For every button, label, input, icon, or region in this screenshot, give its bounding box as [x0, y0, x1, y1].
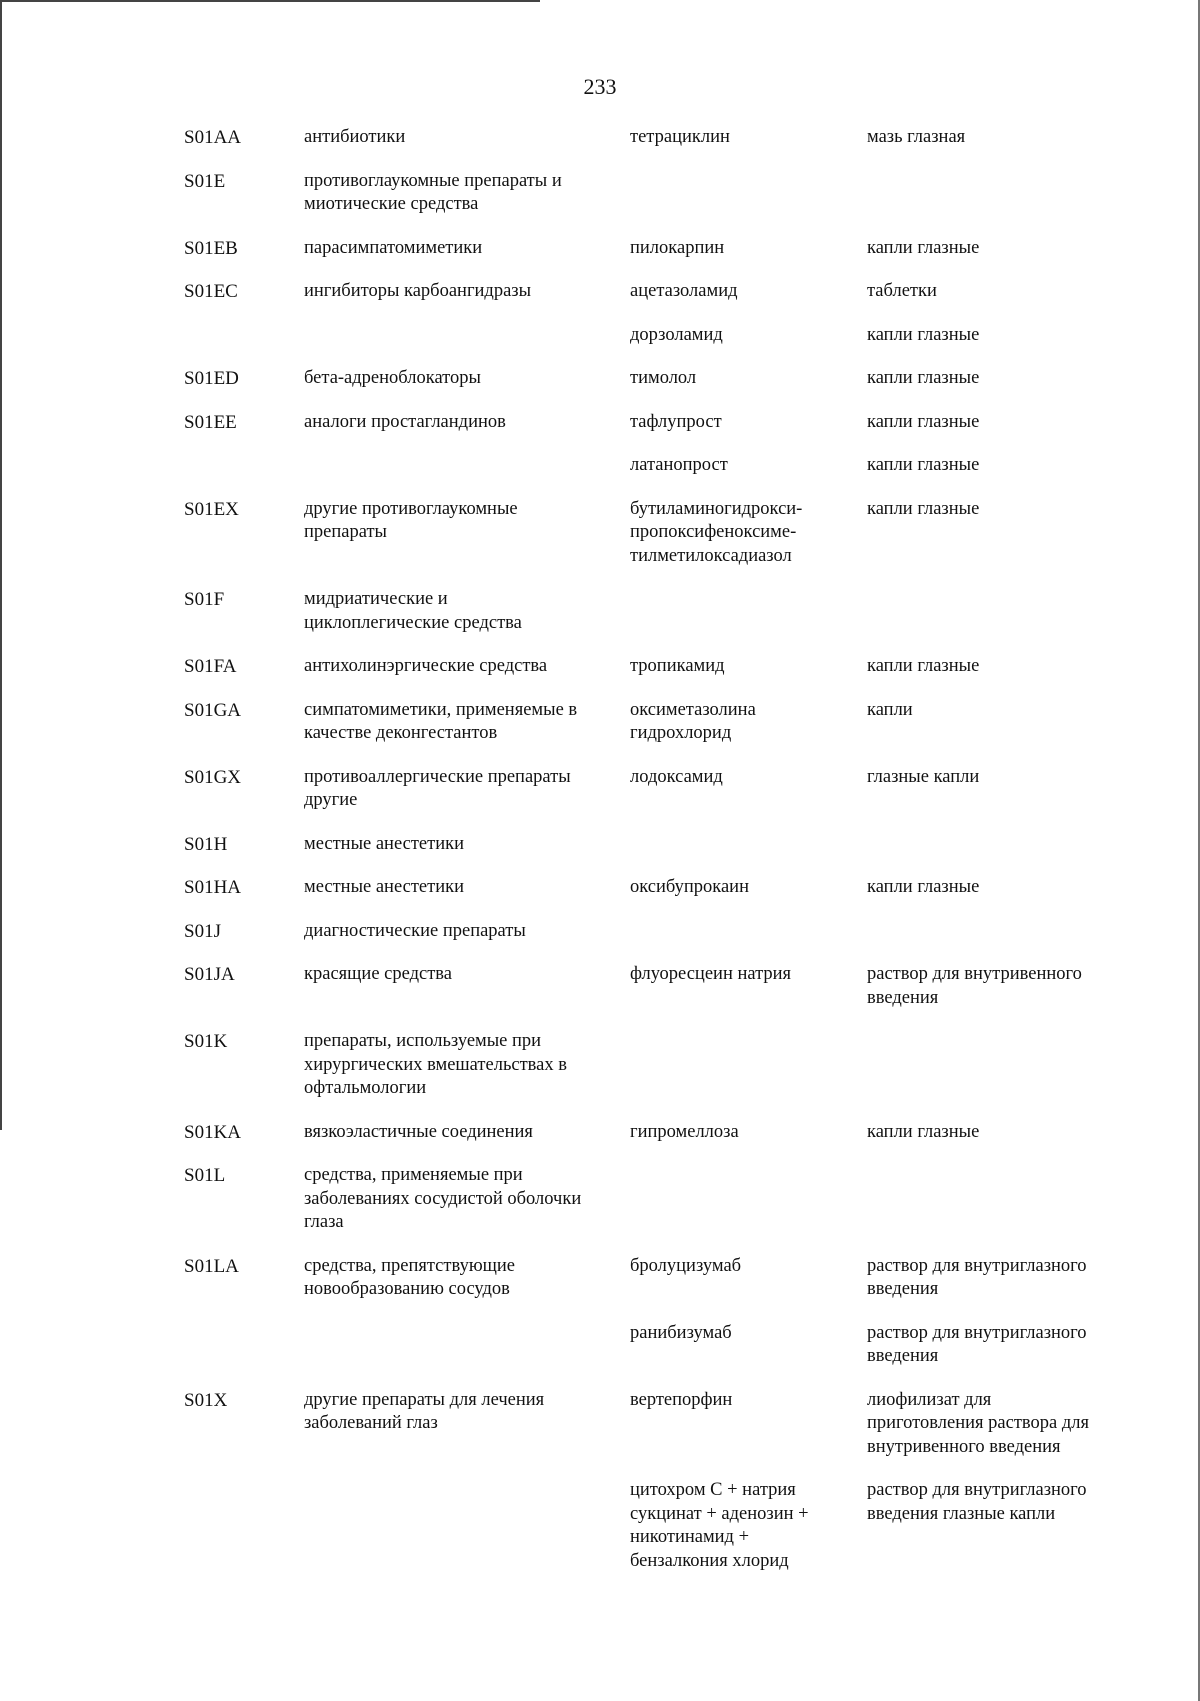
drug-name-line: гидрохлорид: [630, 723, 732, 743]
group-name-cell: [304, 876, 630, 900]
group-name-line: другие препараты для лечения: [304, 1389, 545, 1410]
atc-code-cell: S01L: [184, 1165, 226, 1186]
drug-name-cell: [630, 1389, 867, 1413]
group-name-line: противоглаукомные препараты и: [304, 170, 562, 191]
drug-name-cell: [630, 280, 867, 304]
group-name-cell: [304, 170, 630, 217]
atc-code-cell: S01H: [184, 833, 228, 855]
dosage-form-line: капли: [867, 699, 913, 720]
dosage-form-line: раствор для внутриглазного: [867, 1480, 1087, 1500]
group-name-line: заболеваниях сосудистой оболочки: [304, 1188, 582, 1209]
group-name-line: антибиотики: [304, 127, 406, 147]
dosage-form-line: глазные капли: [867, 766, 980, 787]
group-name-cell: [304, 963, 630, 987]
drug-name-line: тафлупрост: [630, 411, 722, 432]
atc-code-cell: S01FA: [184, 656, 237, 677]
dosage-form-line: таблетки: [867, 281, 937, 301]
dosage-form-line: приготовления раствора для: [867, 1413, 1089, 1433]
table-row: [184, 1322, 1124, 1389]
table-row: [184, 170, 1124, 237]
table-row: [184, 963, 1124, 1030]
group-name-line: миотические средства: [304, 194, 479, 214]
atc-code-cell: S01GA: [184, 699, 242, 721]
dosage-form-cell: [867, 498, 1124, 522]
atc-code-cell: S01EX: [184, 498, 239, 520]
dosage-form-cell: [867, 1322, 1124, 1369]
group-name-cell: [304, 766, 630, 813]
drug-name-line: тимолол: [630, 368, 697, 388]
group-name-line: противоаллергические препараты: [304, 766, 571, 787]
dosage-form-cell: [867, 1389, 1124, 1460]
table-row: [184, 1164, 1124, 1255]
drug-name-cell: [630, 1121, 867, 1145]
drug-name-line: тетрациклин: [630, 127, 730, 147]
group-name-cell: [304, 498, 630, 545]
group-name-line: вязкоэластичные соединения: [304, 1121, 533, 1142]
dosage-form-line: капли глазные: [867, 498, 980, 519]
atc-code-cell: S01JA: [184, 964, 235, 985]
dosage-form-line: раствор для внутриглазного: [867, 1322, 1087, 1343]
table-row: [184, 920, 1124, 964]
drug-name-line: бутиламиногидрокси-: [630, 498, 803, 519]
table-row: [184, 411, 1124, 455]
atc-code-cell: S01EE: [184, 411, 237, 433]
group-name-line: другие противоглаукомные: [304, 498, 518, 519]
table-row: [184, 280, 1124, 324]
drug-name-line: бензалкония хлорид: [630, 1550, 789, 1571]
group-name-cell: [304, 1121, 630, 1145]
page-number: 233: [583, 74, 617, 99]
drug-name-line: цитохром С + натрия: [630, 1480, 796, 1500]
dosage-form-line: капли глазные: [867, 877, 980, 897]
group-name-line: другие: [304, 790, 358, 810]
atc-code-cell: S01KA: [184, 1121, 242, 1143]
group-name-cell: [304, 699, 630, 746]
group-name-line: аналоги простагландинов: [304, 411, 506, 432]
dosage-form-line: раствор для внутриглазного: [867, 1255, 1087, 1276]
dosage-form-line: капли глазные: [867, 411, 980, 432]
drug-name-line: дорзоламид: [630, 324, 723, 345]
table-row: [184, 126, 1124, 170]
group-name-cell: [304, 920, 630, 944]
group-name-cell: [304, 1389, 630, 1436]
table-row: [184, 237, 1124, 281]
dosage-form-cell: [867, 367, 1124, 391]
group-name-cell: [304, 1164, 630, 1235]
dosage-form-cell: [867, 411, 1124, 435]
dosage-form-line: капли глазные: [867, 656, 980, 676]
atc-code-cell: S01ED: [184, 368, 239, 389]
dosage-form-cell: [867, 876, 1124, 900]
drug-name-line: лодоксамид: [630, 766, 723, 787]
dosage-form-cell: [867, 454, 1124, 478]
drug-name-line: оксиметазолина: [630, 699, 756, 720]
dosage-form-line: введения: [867, 987, 939, 1008]
drug-name-line: сукцинат + аденозин +: [630, 1503, 809, 1524]
drug-name-line: флуоресцеин натрия: [630, 964, 792, 984]
table-row: [184, 1255, 1124, 1322]
drug-name-cell: [630, 766, 867, 790]
group-name-line: мидриатические и: [304, 589, 448, 609]
group-name-cell: [304, 126, 630, 150]
dosage-form-cell: [867, 126, 1124, 150]
atc-code-cell: S01E: [184, 170, 226, 192]
atc-code-cell: S01GX: [184, 766, 242, 788]
atc-code-cell: S01AA: [184, 127, 242, 148]
drug-name-line: ранибизумаб: [630, 1322, 732, 1343]
group-name-line: препараты: [304, 522, 387, 542]
dosage-form-cell: [867, 1121, 1124, 1145]
table-row: [184, 498, 1124, 589]
drug-name-cell: [630, 655, 867, 679]
dosage-form-cell: [867, 324, 1124, 348]
atc-code-cell: S01F: [184, 589, 225, 610]
dosage-form-line: мазь глазная: [867, 127, 966, 147]
drug-name-cell: [630, 411, 867, 435]
group-name-cell: [304, 655, 630, 679]
atc-code-cell: S01K: [184, 1031, 228, 1052]
drug-name-cell: [630, 367, 867, 391]
scan-edge-left: [0, 0, 2, 1130]
drug-name-cell: [630, 324, 867, 348]
drug-name-line: пропоксифеноксиме-: [630, 522, 797, 542]
dosage-form-line: введения глазные капли: [867, 1503, 1056, 1524]
group-name-line: симпатомиметики, применяемые в: [304, 699, 578, 720]
dosage-form-line: лиофилизат для: [867, 1389, 992, 1410]
dosage-form-cell: [867, 699, 1124, 723]
dosage-form-cell: [867, 963, 1124, 1010]
group-name-cell: [304, 367, 630, 391]
group-name-line: бета-адреноблокаторы: [304, 368, 481, 388]
group-name-line: офтальмологии: [304, 1078, 427, 1098]
table-row: [184, 588, 1124, 655]
atc-code-cell: S01EC: [184, 281, 238, 302]
drug-table: [184, 126, 1124, 1593]
table-row: [184, 699, 1124, 766]
drug-name-cell: [630, 1255, 867, 1279]
dosage-form-line: внутривенного введения: [867, 1436, 1061, 1457]
drug-name-line: пилокарпин: [630, 237, 725, 258]
drug-name-cell: [630, 1479, 867, 1573]
table-row: [184, 454, 1124, 498]
group-name-line: средства, препятствующие: [304, 1255, 515, 1276]
table-row: [184, 1389, 1124, 1480]
group-name-line: качестве деконгестантов: [304, 723, 498, 743]
dosage-form-line: раствор для внутривенного: [867, 964, 1082, 984]
atc-code-cell: S01HA: [184, 877, 242, 898]
table-row: [184, 833, 1124, 877]
table-row: [184, 1121, 1124, 1165]
drug-name-line: никотинамид +: [630, 1527, 750, 1547]
drug-name-line: оксибупрокаин: [630, 877, 749, 897]
drug-name-line: вертепорфин: [630, 1389, 733, 1410]
group-name-line: антихолинэргические средства: [304, 656, 548, 676]
drug-name-cell: [630, 699, 867, 746]
table-row: [184, 367, 1124, 411]
atc-code-cell: S01EB: [184, 237, 238, 259]
drug-name-line: ацетазоламид: [630, 281, 738, 301]
group-name-line: новообразованию сосудов: [304, 1279, 510, 1299]
group-name-line: местные анестетики: [304, 877, 465, 897]
group-name-cell: [304, 1255, 630, 1302]
dosage-form-line: капли глазные: [867, 324, 980, 345]
drug-name-cell: [630, 237, 867, 261]
group-name-cell: [304, 833, 630, 857]
drug-name-line: тилметилоксадиазол: [630, 545, 792, 566]
group-name-line: ингибиторы карбоангидразы: [304, 281, 532, 301]
drug-name-cell: [630, 126, 867, 150]
group-name-cell: [304, 237, 630, 261]
drug-name-cell: [630, 454, 867, 478]
group-name-line: парасимпатомиметики: [304, 237, 483, 258]
group-name-line: средства, применяемые при: [304, 1165, 523, 1185]
group-name-cell: [304, 280, 630, 304]
dosage-form-cell: [867, 766, 1124, 790]
table-row: [184, 1479, 1124, 1593]
table-row: [184, 876, 1124, 920]
drug-name-cell: [630, 963, 867, 987]
drug-name-cell: [630, 1322, 867, 1346]
drug-name-cell: [630, 498, 867, 569]
table-row: [184, 1030, 1124, 1121]
dosage-form-cell: [867, 1255, 1124, 1302]
table-row: [184, 655, 1124, 699]
drug-name-line: бролуцизумаб: [630, 1255, 742, 1276]
table-row: [184, 766, 1124, 833]
dosage-form-cell: [867, 1479, 1124, 1526]
group-name-cell: [304, 1030, 630, 1101]
dosage-form-line: введения: [867, 1346, 939, 1366]
drug-name-cell: [630, 876, 867, 900]
dosage-form-cell: [867, 237, 1124, 261]
group-name-line: препараты, используемые при: [304, 1031, 542, 1051]
dosage-form-cell: [867, 280, 1124, 304]
group-name-line: красящие средства: [304, 964, 452, 984]
dosage-form-line: капли глазные: [867, 455, 980, 475]
scan-edge-top: [0, 0, 1200, 2]
group-name-cell: [304, 588, 630, 635]
dosage-form-line: введения: [867, 1279, 939, 1299]
drug-name-line: гипромеллоза: [630, 1121, 739, 1142]
dosage-form-line: капли глазные: [867, 237, 980, 258]
group-name-line: циклоплегические средства: [304, 612, 522, 633]
atc-code-cell: S01LA: [184, 1255, 239, 1277]
group-name-line: хирургических вмешательствах в: [304, 1054, 567, 1075]
table-row: [184, 324, 1124, 368]
group-name-line: глаза: [304, 1212, 344, 1232]
group-name-cell: [304, 411, 630, 435]
group-name-line: заболеваний глаз: [304, 1413, 438, 1433]
group-name-line: местные анестетики: [304, 833, 465, 854]
dosage-form-line: капли глазные: [867, 368, 980, 388]
drug-name-line: латанопрост: [630, 455, 728, 475]
atc-code-cell: S01X: [184, 1389, 228, 1411]
dosage-form-line: капли глазные: [867, 1121, 980, 1142]
dosage-form-cell: [867, 655, 1124, 679]
drug-name-line: тропикамид: [630, 656, 725, 676]
atc-code-cell: S01J: [184, 920, 221, 942]
group-name-line: диагностические препараты: [304, 920, 526, 941]
